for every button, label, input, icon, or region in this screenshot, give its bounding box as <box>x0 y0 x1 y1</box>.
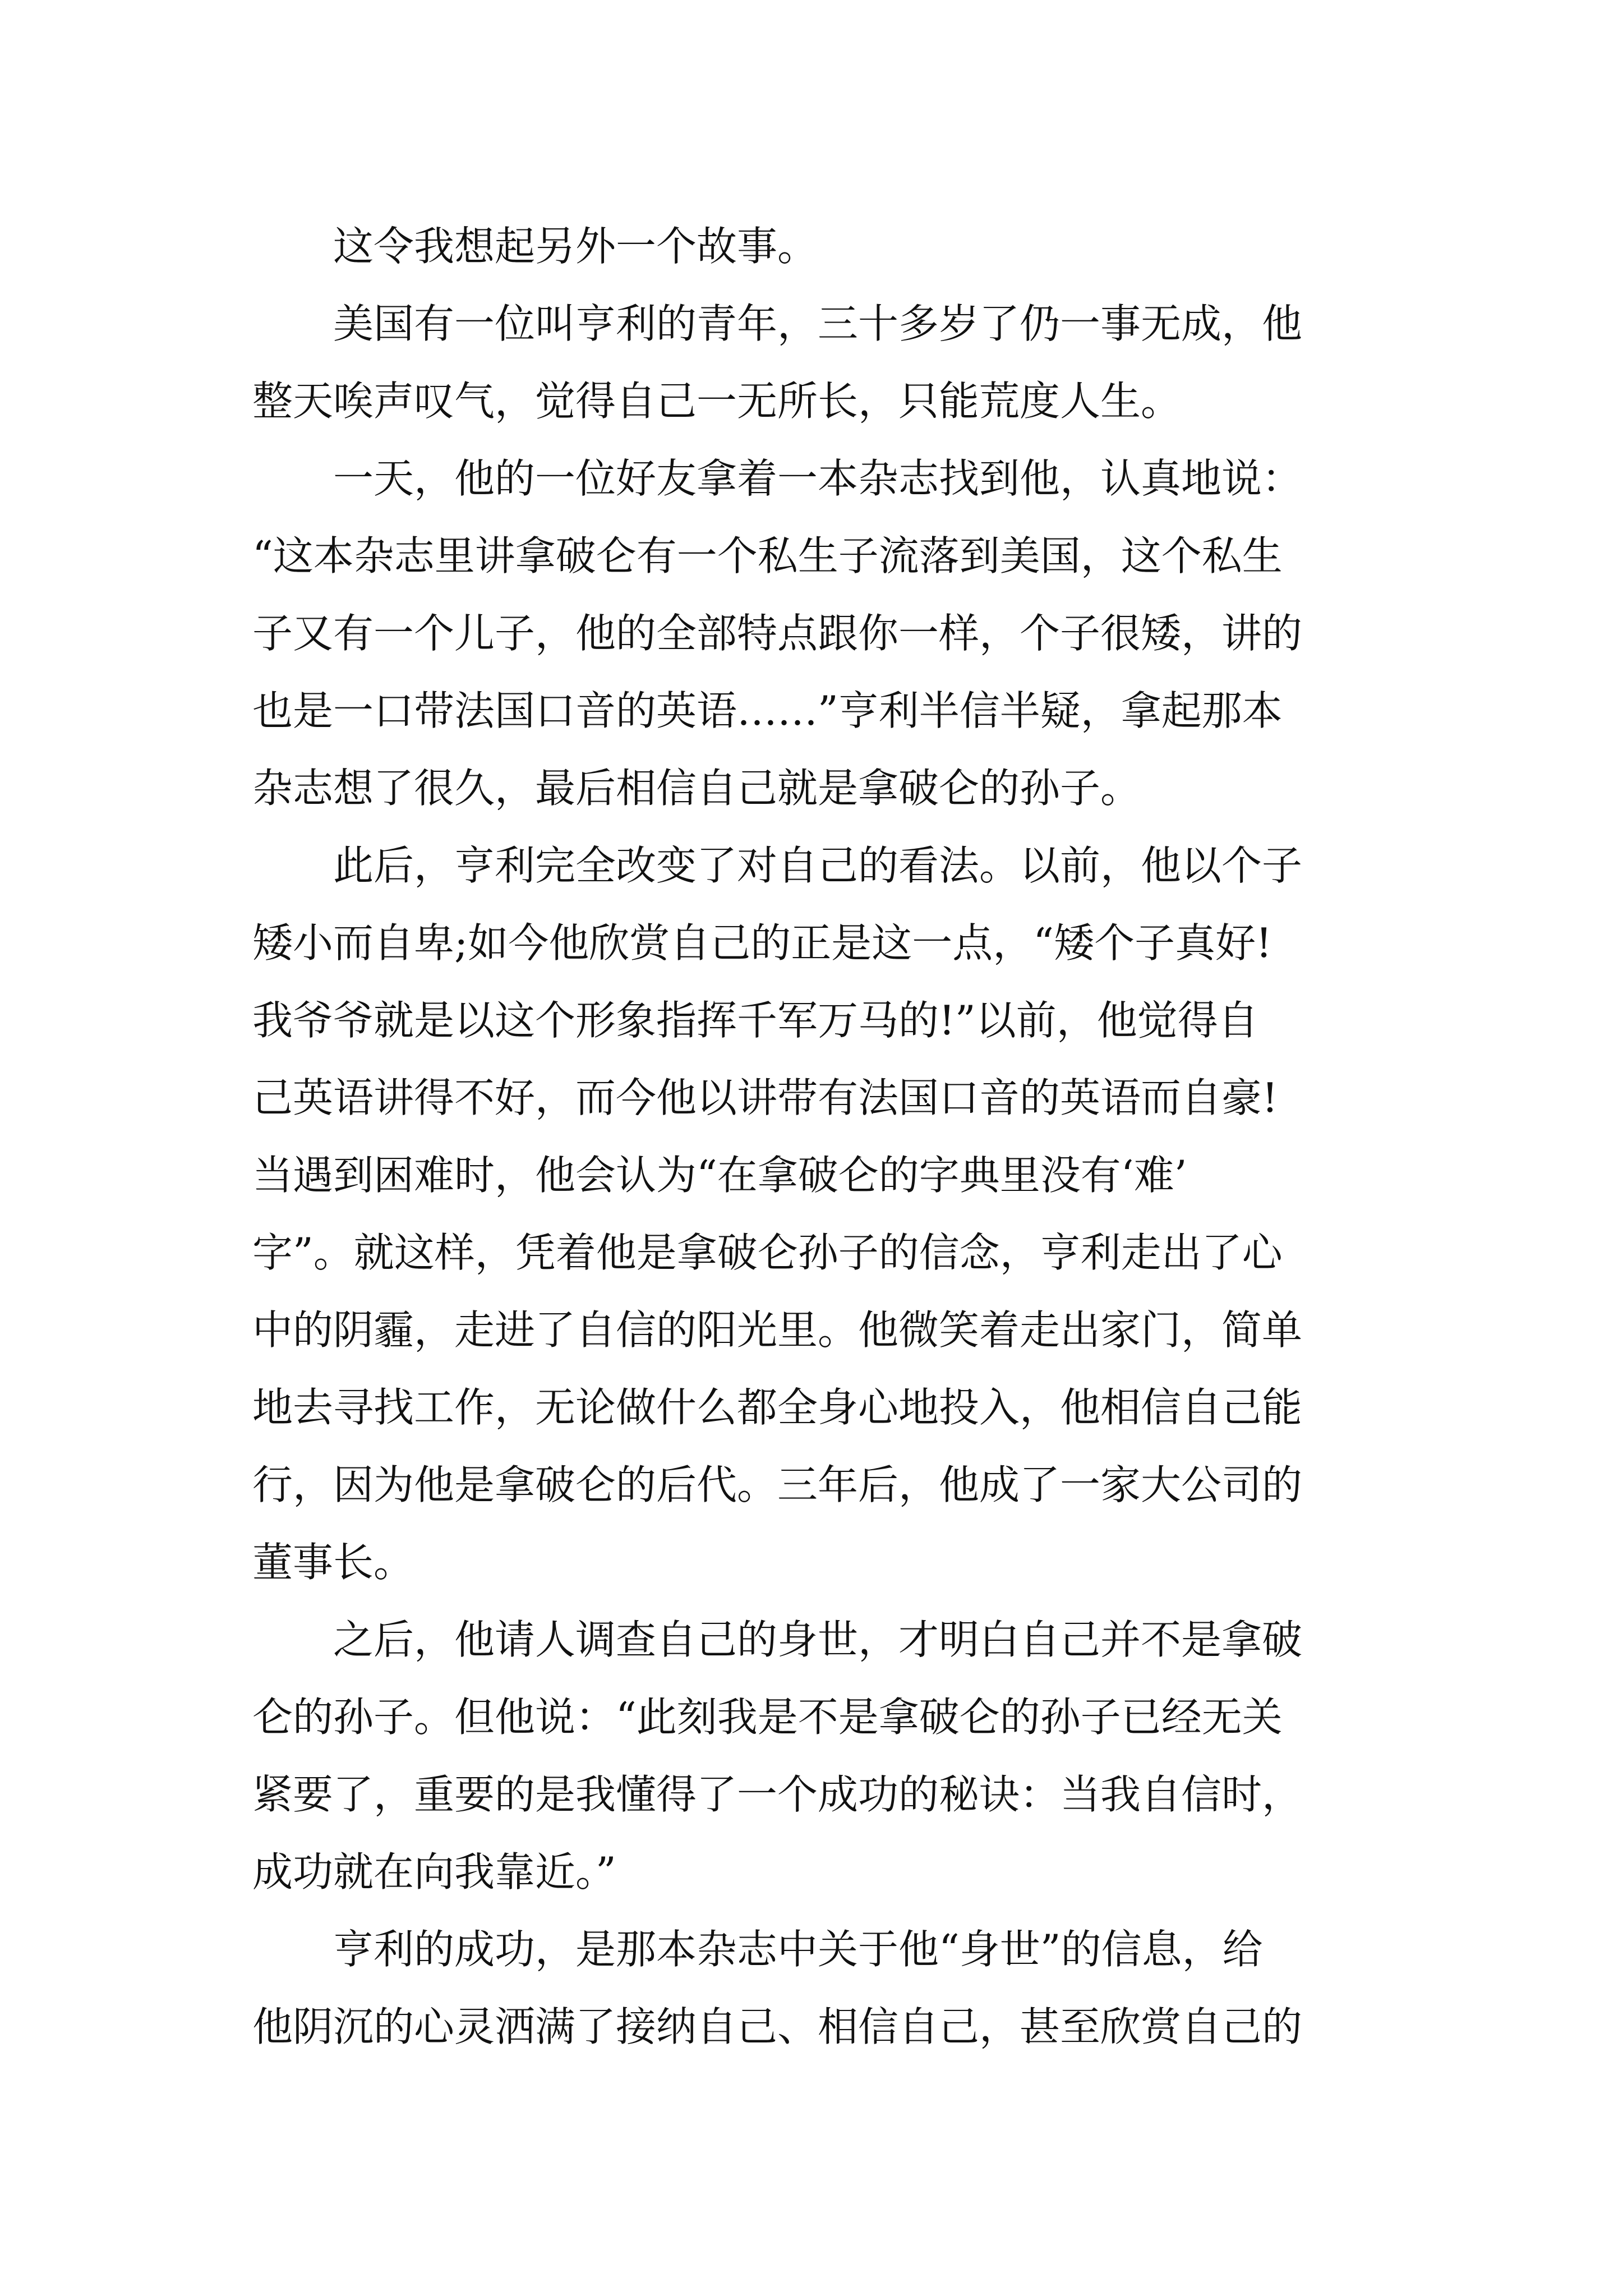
text-line: 他阴沉的心灵洒满了接纳自己、相信自己，甚至欣赏自己的 <box>252 2003 1303 2050</box>
text-line: 美国有一位叫亨利的青年，三十多岁了仍一事无成，他 <box>252 300 1303 347</box>
text-line: 董事长。 <box>252 1539 414 1586</box>
text-line: 紧要了，重要的是我懂得了一个成功的秘诀：当我自信时， <box>252 1771 1303 1818</box>
text-line: 矮小而自卑;如今他欣赏自己的正是这一点，“矮个子真好! <box>252 919 1272 967</box>
text-line: 整天唉声叹气，觉得自己一无所长，只能荒度人生。 <box>252 378 1182 425</box>
text-line: 行，因为他是拿破仑的后代。三年后，他成了一家大公司的 <box>252 1461 1303 1508</box>
text-line: 成功就在向我靠近。” <box>252 1848 616 1895</box>
text-line: 杂志想了很久，最后相信自己就是拿破仑的孙子。 <box>252 765 1141 812</box>
text-line: 也是一口带法国口音的英语……”亨利半信半疑，拿起那本 <box>252 687 1283 734</box>
text-line: 己英语讲得不好，而今他以讲带有法国口音的英语而自豪! <box>252 1074 1278 1121</box>
text-line: 地去寻找工作，无论做什么都全身心地投入，他相信自己能 <box>252 1384 1303 1431</box>
text-line: 字”。就这样，凭着他是拿破仑孙子的信念，亨利走出了心 <box>252 1229 1283 1276</box>
text-line: 亨利的成功，是那本杂志中关于他“身世”的信息，给 <box>252 1926 1263 1973</box>
text-line: 子又有一个儿子，他的全部特点跟你一样，个子很矮，讲的 <box>252 610 1303 657</box>
document-body <box>252 208 1396 2065</box>
text-line: 中的阴霾，走进了自信的阳光里。他微笑着走出家门，简单 <box>252 1306 1303 1354</box>
text-line: 这令我想起另外一个故事。 <box>252 223 818 270</box>
text-line: 当遇到困难时，他会认为“在拿破仑的字典里没有‘难’ <box>252 1152 1187 1199</box>
text-line: 此后，亨利完全改变了对自己的看法。以前，他以个子 <box>252 842 1303 889</box>
text-line: 仑的孙子。但他说：“此刻我是不是拿破仑的孙子已经无关 <box>252 1694 1283 1741</box>
text-line: “这本杂志里讲拿破仑有一个私生子流落到美国，这个私生 <box>252 532 1283 579</box>
text-line: 我爷爷就是以这个形象指挥千军万马的!”以前，他觉得自 <box>252 997 1258 1044</box>
text-line: 一天，他的一位好友拿着一本杂志找到他，认真地说： <box>252 455 1303 502</box>
text-line: 之后，他请人调查自己的身世，才明白自己并不是拿破 <box>252 1616 1303 1663</box>
